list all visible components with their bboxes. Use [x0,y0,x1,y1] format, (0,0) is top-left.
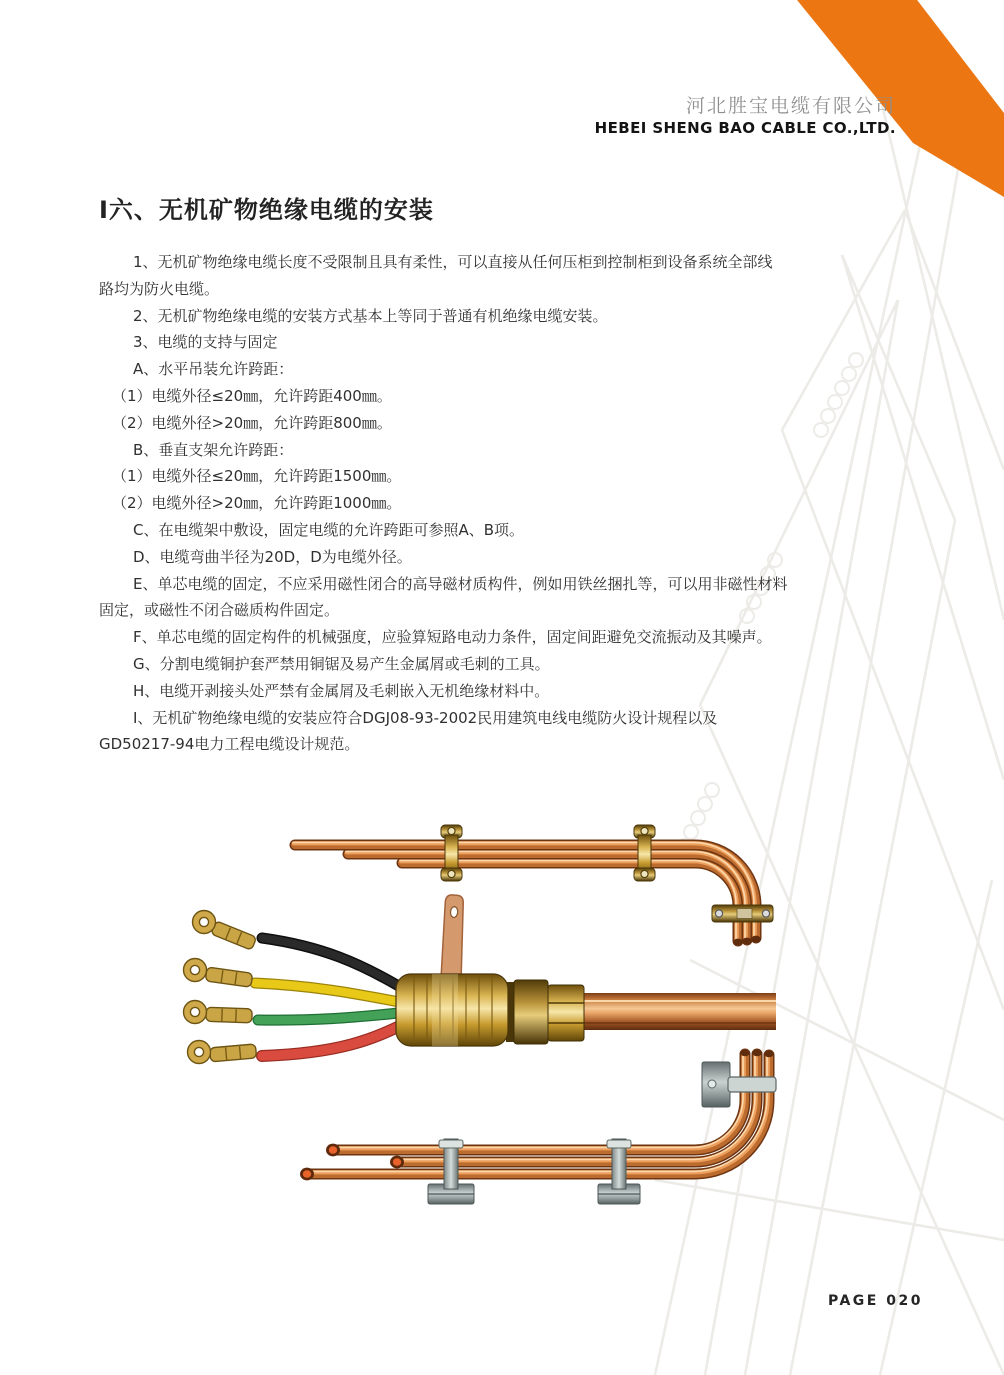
wire-black [262,938,412,994]
body-line: I、无机矿物绝缘电缆的安装应符合DGJ08-93-2002民用建筑电线电缆防火设计规程以及 [133,708,718,727]
body-line: 1、无机矿物绝缘电缆长度不受限制且具有柔性，可以直接从任何压柜到控制柜到设备系统全部线 [133,253,773,271]
body-line: E、单芯电缆的固定，不应采用磁性闭合的高导磁材质构件，例如用铁丝捆扎等，可以用非磁性材料 [133,574,788,593]
body-line: 固定，或磁性不闭合磁质构件固定。 [99,601,340,620]
body-line: F、单芯电缆的固定构件的机械强度，应验算短路电动力条件，固定间距避免交流振动及其噪声。 [133,628,772,647]
body-line: （2）电缆外径>20㎜，允许跨距800㎜。 [112,413,392,432]
steel-clamp [428,1139,474,1204]
earthing-strap [440,894,467,975]
installation-instructions [99,249,915,758]
body-line: G、分割电缆铜护套严禁用铜锯及易产生金属屑或毛刺的工具。 [133,654,550,673]
body-line: C、在电缆架中敷设，固定电缆的允许跨距可参照A、B项。 [133,520,525,539]
wire-red [262,1021,410,1056]
figure-cable-run-elbow-down [293,825,773,945]
body-line: D、电缆弯曲半径为20D，D为电缆外径。 [133,547,412,566]
wire-yellow [255,983,410,1004]
copper-pipe [560,993,776,1030]
wire-green [258,1012,410,1020]
riser-bracket [702,1062,776,1107]
body-line: 2、无机矿物绝缘电缆的安装方式基本上等同于普通有机绝缘电缆安装。 [133,306,608,325]
tube-end [751,936,761,943]
figure-cable-run-elbow-up [300,1050,776,1204]
steel-clamp [598,1139,640,1204]
open-pipe-ends [300,1144,404,1181]
page-number: PAGE 020 [828,1293,923,1309]
brass-gland [396,974,584,1046]
body-line: 3、电缆的支持与固定 [133,333,278,352]
body-line: （1）电缆外径≤20㎜，允许跨距1500㎜。 [112,467,402,486]
figure-gland-termination [184,894,777,1063]
small-clamp [712,905,773,922]
saddle-clip [441,825,462,881]
body-line: A、水平吊装允许跨距： [133,360,294,379]
body-line: B、垂直支架允许跨距： [133,440,294,459]
saddle-clip [634,825,655,881]
section-title: I六、无机矿物绝缘电缆的安装 [99,196,434,224]
body-line: 路均为防火电缆。 [99,279,220,298]
cable-lugs [184,911,257,1064]
company-name-cn: 河北胜宝电缆有限公司 [685,95,896,117]
header [595,94,896,138]
body-line: H、电缆开剥接头处严禁有金属屑及毛刺嵌入无机绝缘材料中。 [133,681,550,700]
body-line: GD50217-94电力工程电缆设计规范。 [99,735,360,754]
body-line: （1）电缆外径≤20㎜，允许跨距400㎜。 [112,386,392,405]
company-name-en: HEBEI SHENG BAO CABLE CO.,LTD. [594,119,896,137]
body-line: （2）电缆外径>20㎜，允许跨距1000㎜。 [112,494,402,513]
